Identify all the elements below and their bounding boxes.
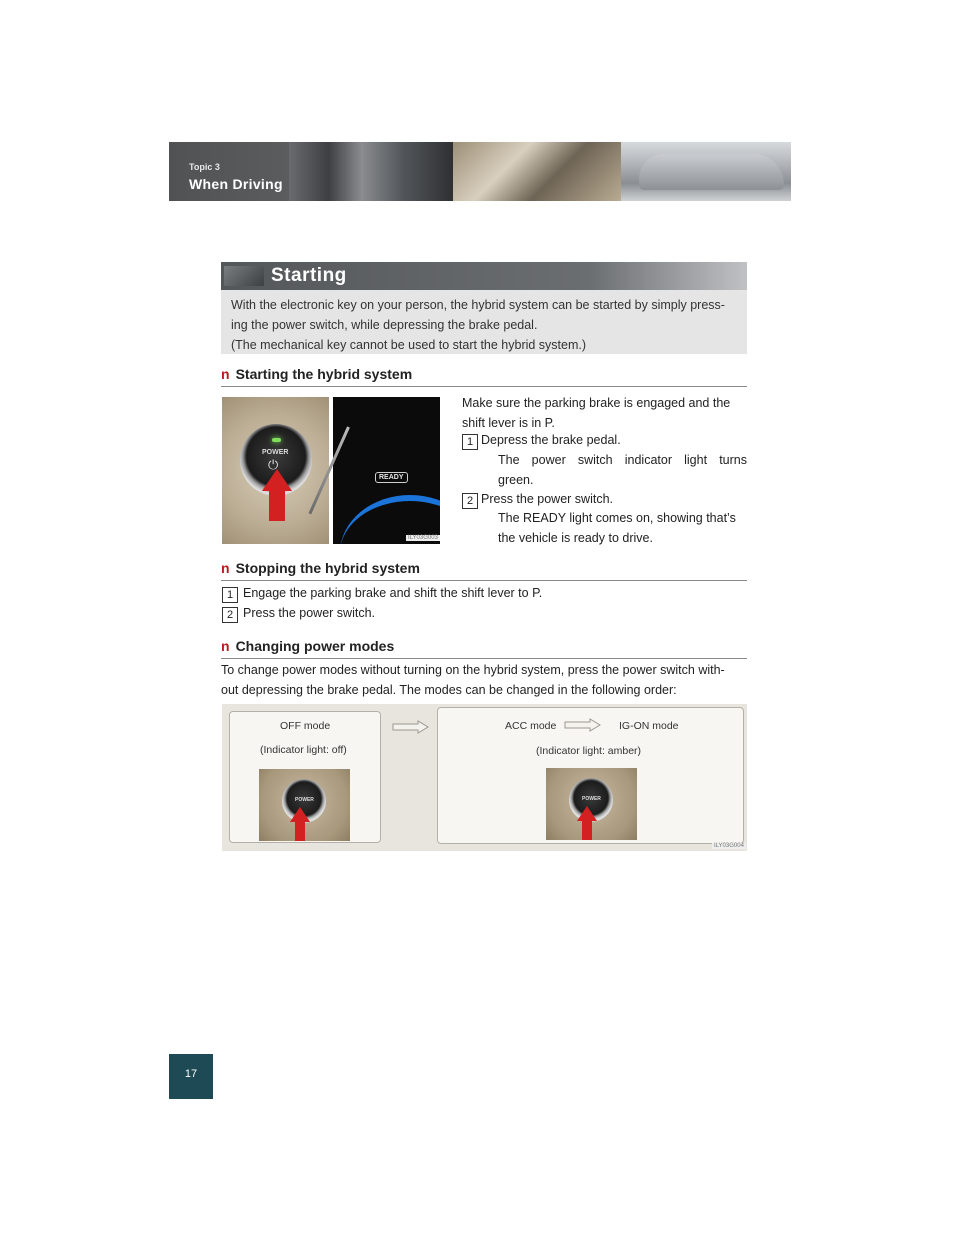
subheading-text: Starting the hybrid system	[235, 366, 413, 382]
next-arrow-icon	[392, 720, 430, 734]
bullet-icon: n	[221, 560, 230, 576]
page-number: 17	[184, 1068, 198, 1080]
press-arrow-stem	[582, 821, 592, 840]
intro-line: ing the power switch, while depressing the brake pedal.	[231, 318, 538, 332]
page-number-tab	[169, 1054, 213, 1099]
text-line: Make sure the parking brake is engaged and the	[462, 396, 731, 410]
text-line: The READY light comes on, showing that’s	[498, 511, 736, 525]
step-action: Press the power switch.	[481, 492, 613, 506]
figure-code: ILY03G003	[408, 535, 438, 541]
power-symbol-icon: ⏻	[268, 457, 279, 472]
step-result	[498, 451, 747, 490]
on-modes-panel	[437, 707, 744, 844]
section-intro	[221, 290, 747, 354]
step-text: Engage the parking brake and shift the shift lever to P.	[243, 586, 543, 600]
section-heading	[221, 262, 747, 290]
bullet-icon: n	[221, 366, 230, 382]
off-mode-label: OFF mode	[280, 720, 331, 732]
text-line: green.	[498, 472, 534, 487]
section-title: Starting	[271, 265, 347, 286]
power-switch-photo	[222, 397, 329, 544]
step-text: Press the power switch.	[243, 606, 375, 620]
step-action: Depress the brake pedal.	[481, 433, 621, 447]
starting-figure	[222, 397, 440, 544]
step-number: 1	[462, 434, 478, 450]
text-line: shift lever is in P.	[462, 415, 555, 430]
modes-figure	[222, 704, 747, 851]
off-mode-panel	[229, 711, 381, 843]
modes-intro	[221, 661, 747, 700]
starting-intro	[462, 394, 747, 433]
car-silhouette	[639, 154, 784, 190]
text-line: the vehicle is ready to drive.	[498, 530, 653, 545]
subheading-starting	[221, 366, 747, 387]
press-arrow-stem	[295, 822, 305, 841]
step-number: 2	[462, 493, 478, 509]
press-arrow-icon	[577, 806, 597, 821]
next-arrow-icon	[564, 718, 602, 732]
subheading-stopping	[221, 560, 747, 581]
on-indicator-label: (Indicator light: amber)	[536, 745, 642, 757]
text-line: The power switch indicator light turns	[498, 453, 747, 467]
off-indicator-label: (Indicator light: off)	[260, 744, 347, 756]
step-number: 1	[222, 587, 238, 603]
subheading-modes	[221, 638, 747, 659]
banner-label	[169, 142, 289, 201]
text-line: To change power modes without turning on the hybrid system, press the power switch with-	[221, 663, 725, 677]
power-switch-photo	[259, 769, 350, 841]
ready-indicator: READY	[375, 472, 408, 483]
intro-line: With the electronic key on your person, the hybrid system can be started by simply press-	[231, 298, 725, 312]
green-indicator-icon	[272, 438, 281, 442]
step-number: 2	[222, 607, 238, 623]
figure-code: ILY03G004	[714, 843, 744, 849]
power-label: POWER	[262, 449, 289, 456]
press-arrow-icon	[290, 807, 310, 822]
bullet-icon: n	[221, 638, 230, 654]
topic-number: Topic 3	[189, 162, 220, 172]
power-label: POWER	[295, 797, 314, 803]
press-arrow-stem	[269, 491, 285, 521]
header-banner	[169, 142, 791, 201]
intro-line: (The mechanical key cannot be used to start the hybrid system.)	[231, 338, 587, 352]
banner-photo-interior-door	[287, 142, 453, 201]
subheading-text: Changing power modes	[235, 638, 395, 654]
section-thumbnail	[224, 266, 264, 286]
subheading-text: Stopping the hybrid system	[235, 560, 420, 576]
power-label: POWER	[582, 796, 601, 802]
banner-photo-cabin	[453, 142, 621, 201]
step-result	[498, 509, 747, 548]
press-arrow-icon	[262, 469, 292, 491]
text-line: out depressing the brake pedal. The modes can be changed in the following order:	[221, 682, 677, 697]
acc-mode-label: ACC mode	[505, 720, 557, 732]
power-switch-photo	[546, 768, 637, 840]
topic-title: When Driving	[189, 176, 283, 192]
ig-on-mode-label: IG-ON mode	[619, 720, 679, 732]
